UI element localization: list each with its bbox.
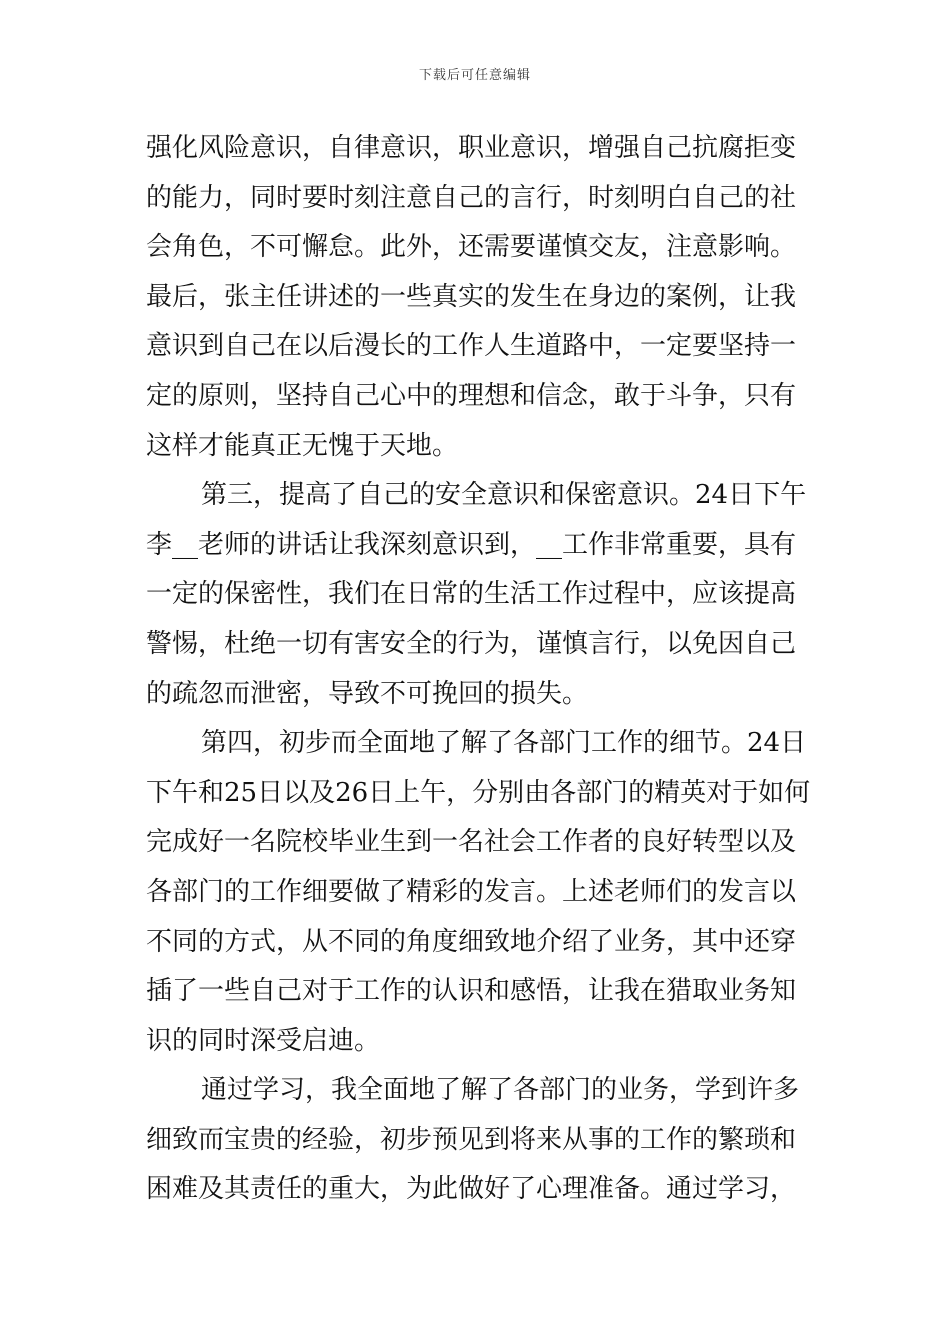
text-line: 细致而宝贵的经验，初步预见到将来从事的工作的繁琐和 (146, 1124, 797, 1155)
text-line: 最后，张主任讲述的一些真实的发生在身边的案例，让我 (146, 281, 797, 312)
text-line: 通过学习，我全面地了解了各部门的业务，学到许多 (201, 1075, 800, 1106)
page-header: 下载后可任意编辑 (418, 68, 531, 83)
text-line: 第三，提高了自己的安全意识和保密意识。24日下午 (201, 480, 807, 511)
text-line: 识的同时深受启迪。 (146, 1025, 381, 1056)
text-line: 各部门的工作细要做了精彩的发言。上述老师们的发言以 (146, 876, 797, 907)
text-line: 警惕，杜绝一切有害安全的行为，谨慎言行，以免因自己 (146, 628, 797, 659)
text-line: 不同的方式，从不同的角度细致地介绍了业务，其中还穿 (146, 926, 797, 957)
text-line: 会角色，不可懈怠。此外，还需要谨慎交友，注意影响。 (146, 232, 797, 263)
text-line: 意识到自己在以后漫长的工作人生道路中，一定要坚持一 (146, 331, 797, 362)
text-line: 的疏忽而泄密，导致不可挽回的损失。 (146, 678, 589, 709)
text-line: 插了一些自己对于工作的认识和感悟，让我在猎取业务知 (146, 976, 797, 1007)
text-line: 一定的保密性，我们在日常的生活工作过程中，应该提高 (146, 579, 797, 610)
text-line: 李__老师的讲话让我深刻意识到，__工作非常重要，具有 (146, 529, 797, 560)
text-line: 定的原则，坚持自己心中的理想和信念，敢于斗争，只有 (146, 380, 797, 411)
text-line: 第四，初步而全面地了解了各部门工作的细节。24日 (201, 728, 807, 759)
text-line: 强化风险意识，自律意识，职业意识，增强自己抗腐拒变 (146, 133, 797, 163)
text-line: 下午和25日以及26日上午，分别由各部门的精英对于如何 (146, 777, 811, 808)
text-line: 完成好一名院校毕业生到一名社会工作者的良好转型以及 (146, 827, 797, 858)
text-line: 这样才能真正无愧于天地。 (146, 430, 459, 461)
document-body (146, 124, 810, 1215)
text-line: 的能力，同时要时刻注意自己的言行，时刻明白自己的社 (146, 182, 797, 213)
text-line: 困难及其责任的重大，为此做好了心理准备。通过学习， (146, 1174, 797, 1205)
